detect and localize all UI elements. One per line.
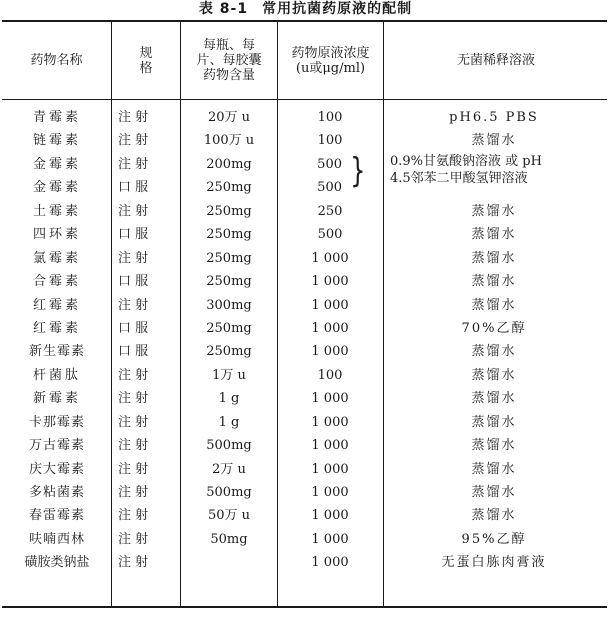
drug-content: 250mg (206, 344, 252, 360)
stock-concentration: 1 000 (311, 508, 349, 524)
table-row (0, 483, 611, 506)
header-spec: 规 格 (139, 45, 167, 76)
merged-diluent (390, 153, 608, 187)
table-row (0, 319, 611, 342)
stock-concentration: 500 (317, 156, 342, 172)
header-concentration-line: (u或μg/ml) (295, 60, 366, 76)
drug-name: 红霉素 (32, 297, 81, 313)
diluent: 蒸馏水 (471, 344, 517, 360)
drug-name: 卡那霉素 (28, 414, 85, 430)
drug-form: 注 射 (118, 555, 149, 571)
diluent: 蒸馏水 (471, 297, 517, 313)
drug-name: 春雷霉素 (28, 508, 85, 524)
stock-concentration: 1 000 (311, 461, 349, 477)
diluent: 蒸馏水 (471, 485, 517, 500)
drug-content: 50万 u (207, 508, 251, 524)
stock-concentration: 100 (317, 110, 343, 125)
header-drug-name: 药物名称 (30, 53, 83, 68)
stock-concentration: 1 000 (311, 391, 349, 407)
drug-content: 300mg (206, 297, 252, 313)
diluent: 蒸馏水 (471, 367, 517, 383)
table-row (0, 460, 611, 483)
drug-content: 500mg (206, 485, 252, 500)
table-title (0, 0, 611, 18)
drug-form: 注 射 (118, 508, 149, 524)
drug-content: 2万 u (212, 461, 246, 477)
table-row (0, 366, 611, 389)
drug-form: 口 服 (118, 180, 149, 196)
brace-symbol: } (350, 151, 366, 191)
table-row (0, 131, 611, 154)
drug-name: 磺胺类钠盐 (24, 555, 90, 571)
diluent: 蒸馏水 (471, 391, 517, 407)
header-content-line: 药物含量 (202, 68, 255, 83)
header-solvent: 无菌稀释溶液 (456, 53, 535, 68)
drug-name: 金霉素 (32, 156, 81, 172)
drug-content: 250mg (206, 180, 252, 196)
merged-diluent-line: 0.9%甘氨酸钠溶液 或 pH (390, 154, 542, 169)
table-row (0, 272, 611, 295)
drug-name: 新生霉素 (28, 344, 85, 360)
diluent: 蒸馏水 (471, 227, 517, 243)
drug-name: 链霉素 (32, 133, 81, 149)
drug-form: 注 射 (118, 367, 149, 383)
drug-content: 100万 u (203, 133, 255, 149)
table-row (0, 225, 611, 248)
drug-form: 注 射 (118, 156, 149, 172)
stock-concentration: 1 000 (311, 485, 349, 500)
table-row (0, 553, 611, 576)
drug-content: 1 g (218, 414, 240, 430)
diluent: 蒸馏水 (471, 438, 517, 454)
stock-concentration: 1 000 (311, 344, 349, 360)
drug-content (184, 553, 274, 576)
table-row (0, 108, 611, 131)
header-content-line: 每瓶、每 (202, 38, 255, 53)
table-row (0, 413, 611, 436)
drug-form: 注 射 (118, 297, 149, 313)
drug-name: 合霉素 (32, 274, 81, 290)
diluent: 蒸馏水 (471, 274, 517, 290)
stock-concentration: 1 000 (311, 297, 349, 313)
stock-concentration: 100 (317, 133, 343, 149)
table-row (0, 506, 611, 529)
header-content (181, 22, 277, 99)
drug-name: 新霉素 (32, 391, 81, 407)
drug-content: 250mg (206, 320, 252, 336)
table-row (0, 389, 611, 412)
stock-concentration: 1 000 (311, 555, 349, 571)
drug-name: 呋喃西林 (28, 531, 85, 547)
drug-form: 注 射 (118, 531, 149, 547)
stock-concentration: 1 000 (311, 531, 349, 547)
merged-diluent-line: 4.5邻苯二甲酸氢钾溶液 (390, 171, 528, 186)
diluent: 无蛋白胨肉膏液 (441, 555, 547, 571)
drug-name: 土霉素 (32, 203, 81, 219)
stock-concentration: 1 000 (311, 274, 349, 290)
drug-form: 口 服 (118, 227, 149, 243)
table-row (0, 530, 611, 553)
header-rule (2, 99, 607, 100)
drug-name: 庆大霉素 (28, 461, 85, 477)
drug-content: 200mg (206, 156, 252, 172)
stock-concentration: 1 000 (311, 414, 349, 430)
drug-name: 杆菌肽 (32, 367, 81, 383)
stock-concentration: 500 (317, 180, 342, 196)
table-caption: 常用抗菌药原液的配制 (262, 1, 413, 17)
stock-concentration: 100 (317, 367, 343, 383)
drug-name: 四环素 (32, 227, 81, 243)
table-row (0, 202, 611, 225)
drug-content: 1万 u (212, 367, 246, 383)
table-row (0, 296, 611, 319)
drug-form: 注 射 (118, 133, 149, 149)
drug-name: 红霉素 (32, 320, 81, 336)
bottom-rule (2, 606, 607, 608)
drug-content: 20万 u (207, 110, 251, 125)
drug-name: 万古霉素 (28, 438, 85, 454)
diluent: pH6.5 PBS (449, 110, 539, 125)
stock-concentration: 500 (317, 227, 343, 243)
drug-content: 250mg (206, 203, 252, 219)
drug-form: 口 服 (118, 344, 149, 360)
header-concentration (278, 22, 383, 99)
diluent: 蒸馏水 (471, 414, 517, 430)
header-concentration-line: 药物原液浓度 (291, 45, 370, 61)
diluent: 70%乙醇 (461, 320, 527, 336)
stock-concentration: 1 000 (311, 250, 349, 266)
stock-concentration: 250 (317, 203, 343, 219)
diluent: 蒸馏水 (471, 133, 517, 149)
drug-content: 50mg (210, 531, 248, 547)
header-content-line: 片、每胶囊 (196, 53, 262, 68)
diluent: 蒸馏水 (471, 250, 517, 266)
drug-content: 250mg (206, 274, 252, 290)
drug-form: 注 射 (118, 203, 149, 219)
table-row (0, 342, 611, 365)
diluent: 蒸馏水 (471, 461, 517, 477)
table-number: 表 8-1 (198, 1, 249, 17)
drug-form: 口 服 (118, 320, 149, 336)
drug-form: 注 射 (118, 110, 149, 125)
drug-content: 1 g (218, 391, 240, 407)
drug-name: 金霉素 (32, 180, 81, 196)
diluent: 蒸馏水 (471, 508, 517, 524)
drug-form: 注 射 (118, 438, 149, 454)
drug-form: 注 射 (118, 391, 149, 407)
table-row (0, 249, 611, 272)
table-row (0, 436, 611, 459)
drug-form: 注 射 (118, 461, 149, 477)
diluent: 95%乙醇 (461, 531, 527, 547)
diluent: 蒸馏水 (471, 203, 517, 219)
stock-concentration: 1 000 (311, 320, 349, 336)
drug-name: 青霉素 (32, 110, 81, 125)
drug-content: 500mg (206, 438, 252, 454)
drug-name: 多粘菌素 (28, 485, 85, 500)
drug-content: 250mg (206, 227, 252, 243)
stock-concentration: 1 000 (311, 438, 349, 454)
drug-form: 注 射 (118, 250, 149, 266)
drug-form: 注 射 (118, 414, 149, 430)
drug-form: 注 射 (118, 485, 149, 500)
drug-name: 氯霉素 (32, 250, 81, 266)
drug-content: 250mg (206, 250, 252, 266)
drug-form: 口 服 (118, 274, 149, 290)
